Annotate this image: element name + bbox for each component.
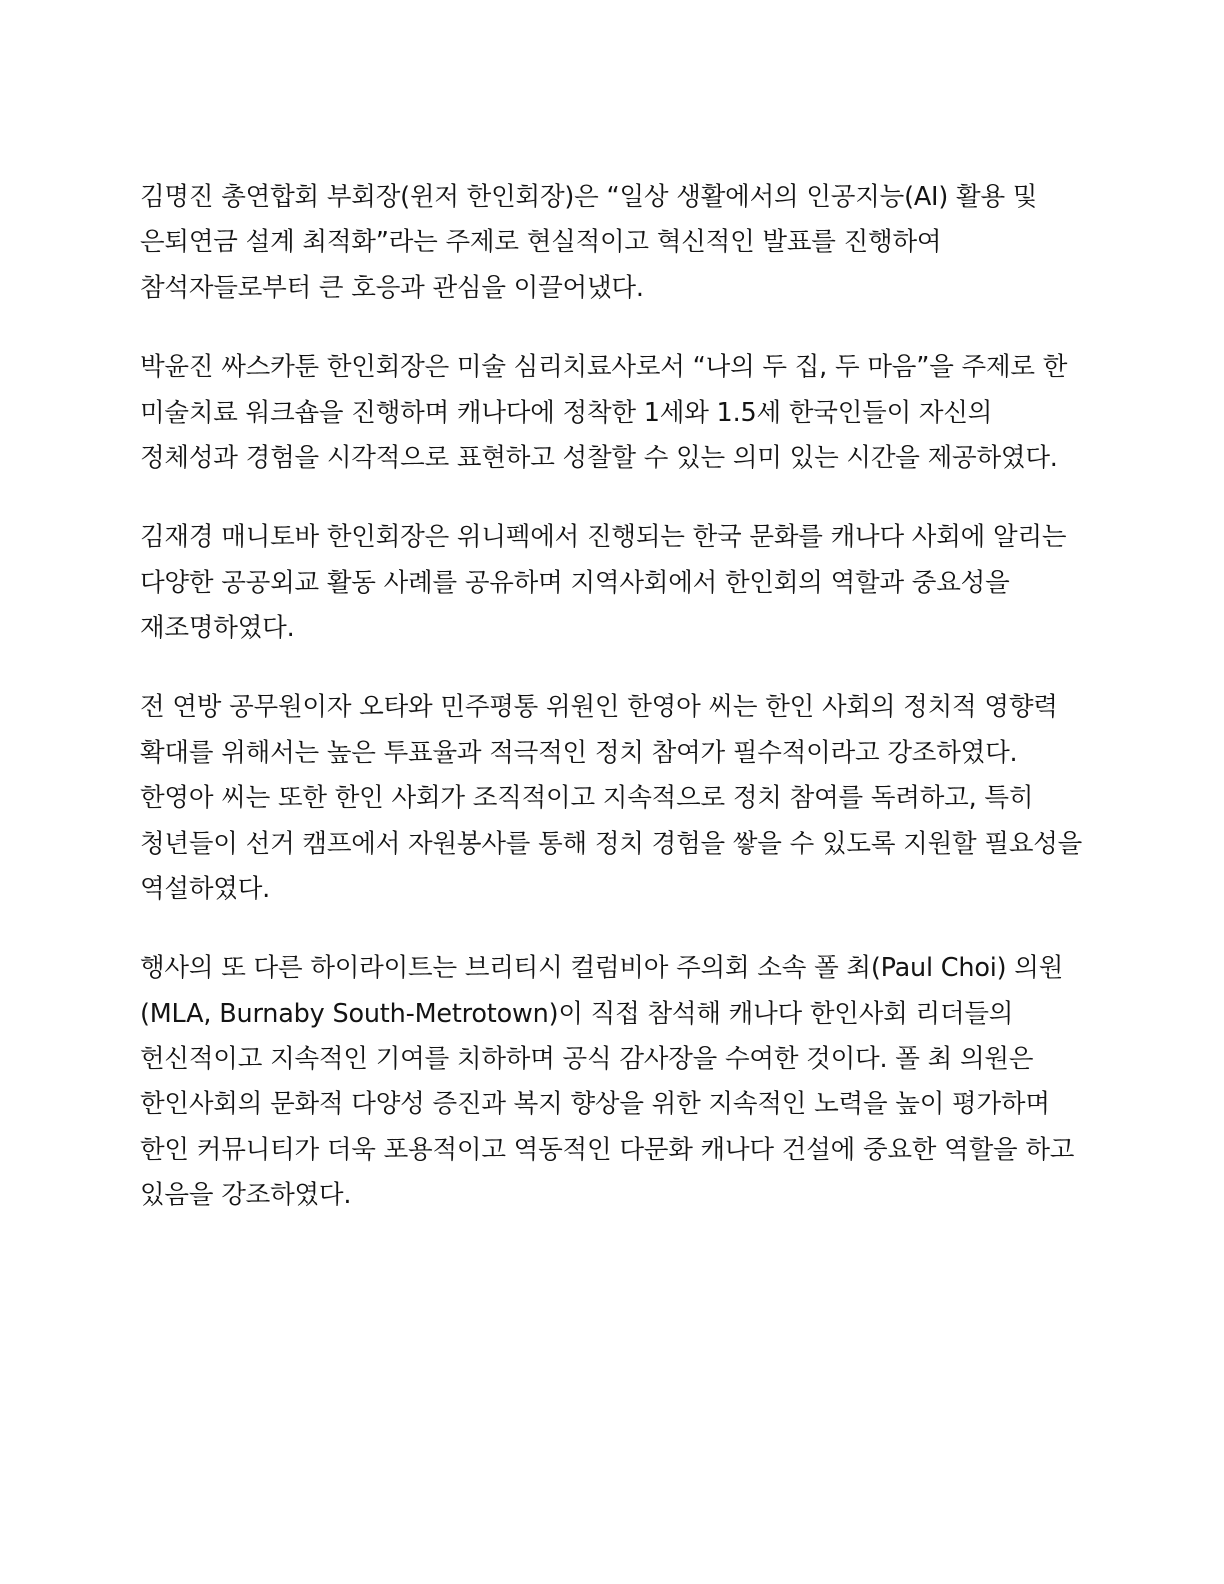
paragraph-park-yun-jin: 박윤진 싸스카툰 한인회장은 미술 심리치료사로서 “나의 두 집, 두 마음”을 주제로 한 미술치료 워크숍을 진행하며 캐나다에 정착한 1세와 1.5세 한국인들이 자신의 정체성과 경험을 시각적으로 표현하고 성찰할 수 있는 의미 있는 시간을 제공하였다. xyxy=(140,352,1076,473)
document-body xyxy=(140,175,1091,1219)
paragraph-kim-jae-kyung: 김재경 매니토바 한인회장은 위니펙에서 진행되는 한국 문화를 캐나다 사회에 알리는 다양한 공공외교 활동 사례를 공유하며 지역사회에서 한인회의 역할과 중요성을 재조명하였다. xyxy=(140,522,1075,643)
paragraph-han-young-ah: 전 연방 공무원이자 오타와 민주평통 위원인 한영아 씨는 한인 사회의 정치적 영향력 확대를 위해서는 높은 투표율과 적극적인 정치 참여가 필수적이라고 강조하였다. 한영아 씨는 또한 한인 사회가 조직적이고 지속적으로 정치 참여를 독려하고, 특히 청년들이 선거 캠프에서 자원봉사를 통해 정치 경험을 쌓을 수 있도록 지원할 필요성을 역설하였다. xyxy=(140,692,1091,904)
paragraph-paul-choi: 행사의 또 다른 하이라이트는 브리티시 컬럼비아 주의회 소속 폴 최(Paul Choi) 의원(MLA, Burnaby South-Metrotown)이 직접 참석해 캐나다 한인사회 리더들의 헌신적이고 지속적인 기여를 치하하며 공식 감사장을 수여한 것이다. 폴 최 의원은 한인사회의 문화적 다양성 증진과 복지 향상을 위한 지속적인 노력을 높이 평가하며 한인 커뮤니티가 더욱 포용적이고 역동적인 다문화 캐나다 건설에 중요한 역할을 하고 있음을 강조하였다. xyxy=(140,953,1083,1211)
paragraph-kim-myung-jin: 김명진 총연합회 부회장(윈저 한인회장)은 “일상 생활에서의 인공지능(AI) 활용 및 은퇴연금 설계 최적화”라는 주제로 현실적이고 혁신적인 발표를 진행하여 참석자들로부터 큰 호응과 관심을 이끌어냈다. xyxy=(140,182,1046,303)
